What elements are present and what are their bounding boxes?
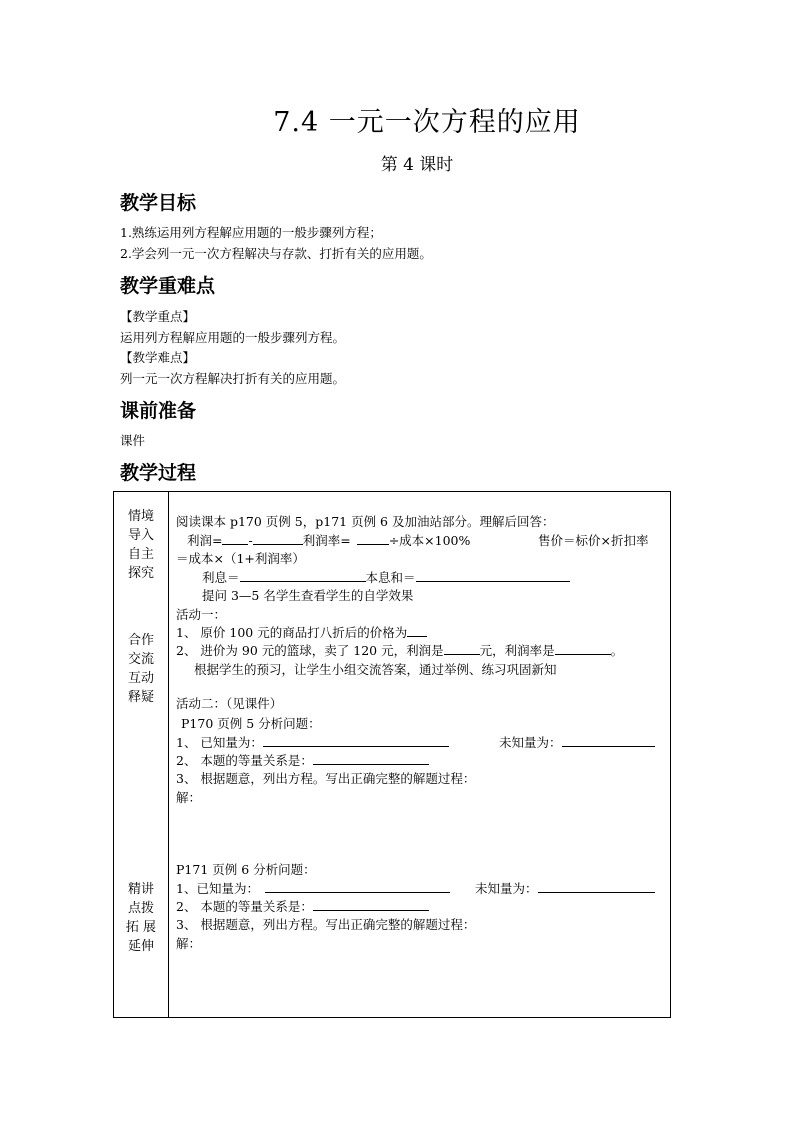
rate-blank[interactable] bbox=[357, 532, 389, 545]
formula-line-1: 利润= - 利润率= ÷成本×100% bbox=[187, 533, 471, 548]
profit-blank-1[interactable] bbox=[222, 532, 248, 545]
activity-1-label: 活动一： bbox=[176, 607, 227, 622]
example-6-label: P171 页例 6 分析问题： bbox=[176, 862, 316, 877]
question-2: 2、 进价为 90 元的篮球，卖了 120 元，利润是 元，利润率是 。 bbox=[176, 643, 624, 658]
profit-blank-2[interactable] bbox=[253, 532, 303, 545]
question-1-blank[interactable] bbox=[407, 624, 427, 637]
process-content bbox=[169, 492, 671, 1018]
process-heading: 教学过程 bbox=[120, 462, 197, 484]
example-5-solution: 解： bbox=[176, 790, 202, 805]
page-title: 7.4 一元一次方程的应用 bbox=[273, 107, 581, 138]
activity-2-label: 活动二：（见课件） bbox=[176, 696, 283, 711]
example-6-unknown: 未知量为： bbox=[475, 879, 655, 897]
example-5-label: P170 页例 5 分析问题： bbox=[181, 716, 321, 731]
interest-blank[interactable] bbox=[240, 569, 366, 582]
question-2-profit-blank[interactable] bbox=[444, 642, 480, 655]
objectives-heading: 教学目标 bbox=[120, 192, 197, 214]
objective-item-1: 1.熟练运用列方程解应用题的一般步骤列方程； bbox=[120, 225, 382, 240]
preparation-text: 课件 bbox=[120, 433, 146, 448]
example-5-equation-blank[interactable] bbox=[313, 752, 429, 765]
page-subtitle: 第 4 课时 bbox=[380, 155, 454, 175]
preparation-heading: 课前准备 bbox=[120, 400, 197, 422]
example-6-known: 1、已知量为： bbox=[176, 879, 450, 897]
example-5-unknown: 未知量为： bbox=[499, 733, 655, 751]
question-2-rate-blank[interactable] bbox=[555, 642, 611, 655]
example-5-unknown-blank[interactable] bbox=[562, 734, 655, 747]
process-table bbox=[113, 491, 671, 1018]
difficulty-label: 【教学难点】 bbox=[120, 350, 196, 365]
side-label-explanation: 精讲 点拨 拓 展 延伸 bbox=[125, 882, 157, 954]
example-6-known-blank[interactable] bbox=[265, 880, 450, 893]
side-label-situation: 情境 导入 自主 探究 bbox=[127, 509, 154, 581]
interest-line: 利息＝ 本息和＝ bbox=[202, 568, 570, 586]
principal-blank[interactable] bbox=[416, 569, 570, 582]
side-label-cooperation: 合作 交流 互动 释疑 bbox=[127, 633, 154, 705]
intro-line: 阅读课本 p170 页例 5，p171 页例 6 及加油站部分。理解后回答： bbox=[176, 514, 555, 529]
difficulty-text: 列一元一次方程解决打折有关的应用题。 bbox=[120, 371, 346, 386]
check-line: 提问 3—5 名学生查看学生的自学效果 bbox=[202, 588, 414, 603]
example-6-unknown-blank[interactable] bbox=[538, 880, 655, 893]
example-6-equation-blank[interactable] bbox=[313, 898, 429, 911]
example-5-equation: 2、 本题的等量关系是： bbox=[176, 751, 429, 769]
example-5-steps: 3、 根据题意，列出方程。写出正确完整的解题过程： bbox=[176, 771, 476, 786]
example-5-known-blank[interactable] bbox=[263, 734, 449, 747]
example-6-solution: 解： bbox=[176, 936, 202, 951]
objective-item-2: 2.学会列一元一次方程解决与存款、打折有关的应用题。 bbox=[120, 246, 432, 261]
process-side-column bbox=[114, 492, 169, 1018]
key-points-heading: 教学重难点 bbox=[120, 275, 216, 297]
exchange-line: 根据学生的预习，让学生小组交流答案，通过举例、练习巩固新知 bbox=[194, 662, 557, 677]
example-6-equation: 2、 本题的等量关系是： bbox=[176, 897, 429, 915]
cost-formula: ＝成本×（1+利润率） bbox=[176, 551, 305, 566]
example-5-known: 1、 已知量为： bbox=[176, 733, 449, 751]
focus-label: 【教学重点】 bbox=[120, 309, 196, 324]
example-6-steps: 3、 根据题意，列出方程。写出正确完整的解题过程： bbox=[176, 917, 476, 932]
focus-text: 运用列方程解应用题的一般步骤列方程。 bbox=[120, 330, 346, 345]
price-formula: 售价＝标价×折扣率 bbox=[538, 533, 649, 548]
question-1: 1、 原价 100 元的商品打八折后的价格为 bbox=[176, 623, 427, 641]
